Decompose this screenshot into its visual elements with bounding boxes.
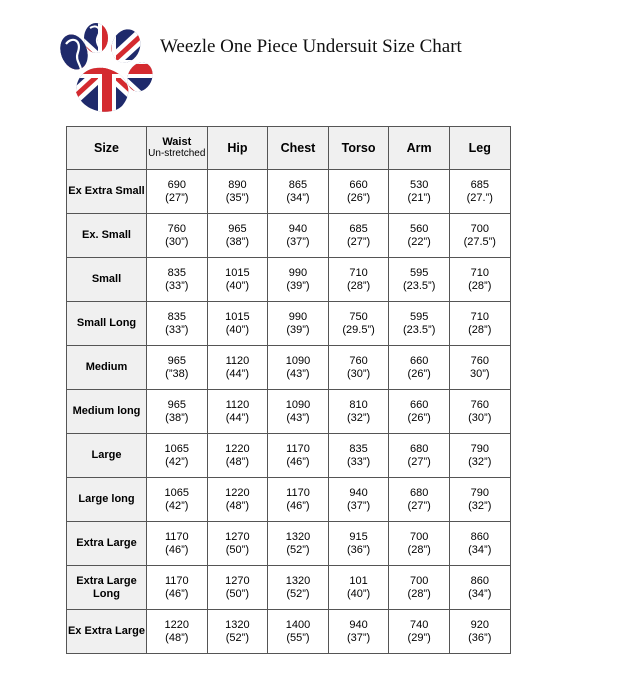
measurement-inches: (26”) [346,191,371,204]
measurement-mm: 810 [349,398,368,411]
measurement-inches: (21”) [407,191,431,204]
measurement-mm: 685 [349,222,368,235]
measurement-cell [328,434,389,478]
measurement-inches: (52”) [286,587,310,600]
measurement-cell [268,478,329,522]
measurement-cell [449,478,510,522]
measurement-inches: (36”) [346,543,371,556]
measurement-cell [449,434,510,478]
measurement-cell [147,434,208,478]
measurement-cell [268,302,329,346]
measurement-inches: (46”) [286,455,310,468]
measurement-mm: 1220 [164,618,190,631]
measurement-cell [147,390,208,434]
measurement-cell [207,390,268,434]
measurement-inches: (35”) [225,191,249,204]
measurement-inches: (33”) [165,279,189,292]
measurement-mm: 1120 [225,398,250,411]
measurement-mm: 1320 [285,574,311,587]
measurement-mm: 660 [409,398,429,411]
measurement-cell [268,566,329,610]
measurement-inches: (32”) [468,499,492,512]
measurement-mm: 760 [470,354,489,367]
table-row [67,610,511,654]
measurement-inches: (27”) [346,235,371,248]
measurement-cell [389,214,450,258]
measurement-mm: 790 [470,486,489,499]
measurement-cell [207,170,268,214]
header-waist-label: Waist [162,136,192,148]
measurement-inches: (36”) [468,631,492,644]
measurement-inches: (30”) [346,367,371,380]
measurement-cell [328,478,389,522]
measurement-cell [389,258,450,302]
measurement-cell [449,214,510,258]
measurement-inches: (23.5”) [402,323,436,336]
measurement-mm: 595 [409,266,429,279]
size-label: Large [67,434,147,478]
measurement-cell [147,170,208,214]
measurement-inches: (27”) [407,499,431,512]
size-label: Medium [67,346,147,390]
measurement-inches: (26”) [407,411,431,424]
measurement-mm: 1220 [225,486,250,499]
table-row [67,258,511,302]
size-label: Ex. Small [67,214,147,258]
measurement-inches: (32”) [468,455,492,468]
size-label: Ex Extra Large [67,610,147,654]
table-row [67,478,511,522]
measurement-inches: (27.5”) [463,235,496,248]
measurement-mm: 940 [349,486,368,499]
measurement-mm: 965 [228,222,247,235]
measurement-cell [207,214,268,258]
measurement-mm: 790 [470,442,489,455]
measurement-cell [147,478,208,522]
measurement-mm: 835 [349,442,368,455]
measurement-inches: (50”) [225,587,249,600]
measurement-inches: (48”) [225,499,249,512]
measurement-inches: (33”) [346,455,371,468]
measurement-cell [147,610,208,654]
measurement-mm: 1170 [286,442,310,455]
measurement-mm: 1320 [225,618,250,631]
measurement-mm: 1065 [164,486,190,499]
measurement-cell [328,390,389,434]
measurement-inches: (”38) [165,367,189,380]
measurement-mm: 860 [470,574,489,587]
measurement-mm: 700 [470,222,489,235]
measurement-mm: 990 [288,266,308,279]
measurement-mm: 1090 [285,354,311,367]
measurement-cell [147,302,208,346]
measurement-inches: (52”) [225,631,249,644]
measurement-mm: 560 [409,222,429,235]
measurement-mm: 710 [470,266,489,279]
measurement-cell [389,390,450,434]
measurement-inches: (52”) [286,543,310,556]
measurement-mm: 1170 [164,530,189,543]
measurement-mm: 750 [349,310,368,323]
measurement-cell [328,302,389,346]
page-title: Weezle One Piece Undersuit Size Chart [160,36,462,57]
measurement-cell [268,610,329,654]
measurement-cell [268,170,329,214]
size-label: Small Long [67,302,147,346]
table-row [67,434,511,478]
header-waist [147,127,208,170]
measurement-cell [328,258,389,302]
measurement-mm: 710 [470,310,489,323]
measurement-inches: (37”) [346,631,371,644]
size-label: Extra Large [67,522,147,566]
measurement-mm: 965 [167,398,186,411]
measurement-mm: 1270 [225,530,250,543]
size-label: Medium long [67,390,147,434]
measurement-mm: 760 [470,398,489,411]
measurement-inches: (48”) [165,631,189,644]
measurement-cell [147,258,208,302]
measurement-mm: 710 [349,266,368,279]
measurement-cell [268,434,329,478]
measurement-mm: 915 [349,530,368,543]
measurement-inches: (34”) [468,543,492,556]
measurement-mm: 990 [288,310,308,323]
measurement-mm: 1220 [225,442,250,455]
measurement-inches: (37”) [346,499,371,512]
measurement-cell [449,610,510,654]
table-row [67,170,511,214]
measurement-inches: (44”) [225,367,249,380]
measurement-cell [449,346,510,390]
measurement-mm: 680 [409,442,429,455]
measurement-cell [449,566,510,610]
measurement-mm: 740 [409,618,429,631]
measurement-inches: (39”) [286,279,310,292]
measurement-cell [147,522,208,566]
measurement-mm: 530 [409,178,429,191]
paw-print-union-jack-icon [56,22,156,114]
size-label: Small [67,258,147,302]
measurement-cell [449,258,510,302]
measurement-mm: 1170 [286,486,310,499]
measurement-mm: 940 [288,222,308,235]
measurement-inches: (23.5”) [402,279,436,292]
measurement-inches: (28”) [407,587,431,600]
measurement-cell [268,522,329,566]
header-torso: Torso [328,127,389,170]
measurement-mm: 890 [228,178,247,191]
measurement-cell [147,214,208,258]
measurement-inches: (27”) [165,191,189,204]
header-hip: Hip [207,127,268,170]
measurement-inches: (40”) [225,323,249,336]
table-row [67,390,511,434]
measurement-inches: (46”) [286,499,310,512]
table-row [67,522,511,566]
measurement-cell [328,170,389,214]
measurement-cell [207,302,268,346]
measurement-mm: 595 [409,310,429,323]
header-arm: Arm [389,127,450,170]
measurement-cell [389,522,450,566]
measurement-cell [389,302,450,346]
measurement-mm: 760 [167,222,186,235]
measurement-cell [389,170,450,214]
measurement-mm: 685 [470,178,489,191]
measurement-mm: 920 [470,618,489,631]
measurement-mm: 1270 [225,574,250,587]
measurement-cell [207,478,268,522]
measurement-mm: 1320 [285,530,311,543]
measurement-cell [207,610,268,654]
measurement-inches: (48”) [225,455,249,468]
measurement-cell [328,566,389,610]
measurement-inches: (29.5”) [342,323,375,336]
measurement-mm: 1090 [285,398,311,411]
measurement-mm: 680 [409,486,429,499]
size-label: Large long [67,478,147,522]
measurement-mm: 965 [167,354,186,367]
measurement-mm: 1400 [285,618,311,631]
measurement-inches: 30”) [469,367,490,380]
measurement-inches: (38”) [225,235,249,248]
measurement-mm: 690 [167,178,186,191]
measurement-mm: 1065 [164,442,190,455]
measurement-inches: (30”) [165,235,189,248]
measurement-cell [328,610,389,654]
measurement-cell [389,478,450,522]
measurement-mm: 660 [349,178,368,191]
measurement-inches: (32”) [346,411,371,424]
measurement-cell [449,170,510,214]
measurement-inches: (30”) [468,411,492,424]
measurement-inches: (27.”) [466,191,493,204]
measurement-inches: (22”) [407,235,431,248]
measurement-cell [268,390,329,434]
measurement-inches: (42”) [165,499,189,512]
measurement-cell [207,566,268,610]
measurement-inches: (43”) [286,411,310,424]
measurement-cell [147,346,208,390]
measurement-cell [389,610,450,654]
measurement-inches: (37”) [286,235,310,248]
measurement-inches: (50”) [225,543,249,556]
measurement-mm: 1120 [225,354,250,367]
table-row [67,346,511,390]
measurement-mm: 865 [288,178,308,191]
measurement-inches: (38”) [165,411,189,424]
measurement-cell [389,346,450,390]
measurement-mm: 760 [349,354,368,367]
measurement-cell [449,302,510,346]
measurement-inches: (46”) [165,543,189,556]
measurement-mm: 700 [409,574,429,587]
table-row [67,302,511,346]
measurement-cell [268,346,329,390]
measurement-inches: (28”) [468,279,492,292]
measurement-inches: (34”) [286,191,310,204]
measurement-inches: (40”) [346,587,371,600]
measurement-mm: 835 [167,310,186,323]
measurement-mm: 1170 [164,574,189,587]
measurement-inches: (28”) [346,279,371,292]
measurement-inches: (28”) [468,323,492,336]
measurement-inches: (34”) [468,587,492,600]
measurement-cell [328,214,389,258]
measurement-mm: 1015 [225,266,250,279]
measurement-inches: (26”) [407,367,431,380]
measurement-mm: 101 [349,574,368,587]
table-row [67,566,511,610]
measurement-mm: 860 [470,530,489,543]
measurement-cell [207,258,268,302]
measurement-cell [268,214,329,258]
measurement-cell [389,566,450,610]
measurement-inches: (40”) [225,279,249,292]
measurement-inches: (27”) [407,455,431,468]
measurement-inches: (42”) [165,455,189,468]
measurement-cell [207,346,268,390]
measurement-cell [328,346,389,390]
measurement-cell [449,390,510,434]
measurement-inches: (39”) [286,323,310,336]
header-chest: Chest [268,127,329,170]
header-leg: Leg [449,127,510,170]
header-row [67,127,511,170]
measurement-inches: (44”) [225,411,249,424]
measurement-inches: (55”) [286,631,310,644]
measurement-mm: 835 [167,266,186,279]
measurement-inches: (46”) [165,587,189,600]
measurement-mm: 1015 [225,310,250,323]
measurement-cell [328,522,389,566]
header-waist-sub: Un-stretched [148,148,206,159]
measurement-cell [449,522,510,566]
measurement-cell [207,434,268,478]
measurement-inches: (33”) [165,323,189,336]
header-size: Size [67,127,147,170]
measurement-mm: 940 [349,618,368,631]
measurement-cell [389,434,450,478]
size-chart-table [66,126,511,654]
measurement-mm: 700 [409,530,429,543]
measurement-mm: 660 [409,354,429,367]
measurement-cell [268,258,329,302]
measurement-cell [207,522,268,566]
table-row [67,214,511,258]
size-label: Ex Extra Small [67,170,147,214]
measurement-inches: (43”) [286,367,310,380]
measurement-inches: (29”) [407,631,431,644]
size-label: Extra Large Long [67,566,147,610]
measurement-cell [147,566,208,610]
measurement-inches: (28”) [407,543,431,556]
